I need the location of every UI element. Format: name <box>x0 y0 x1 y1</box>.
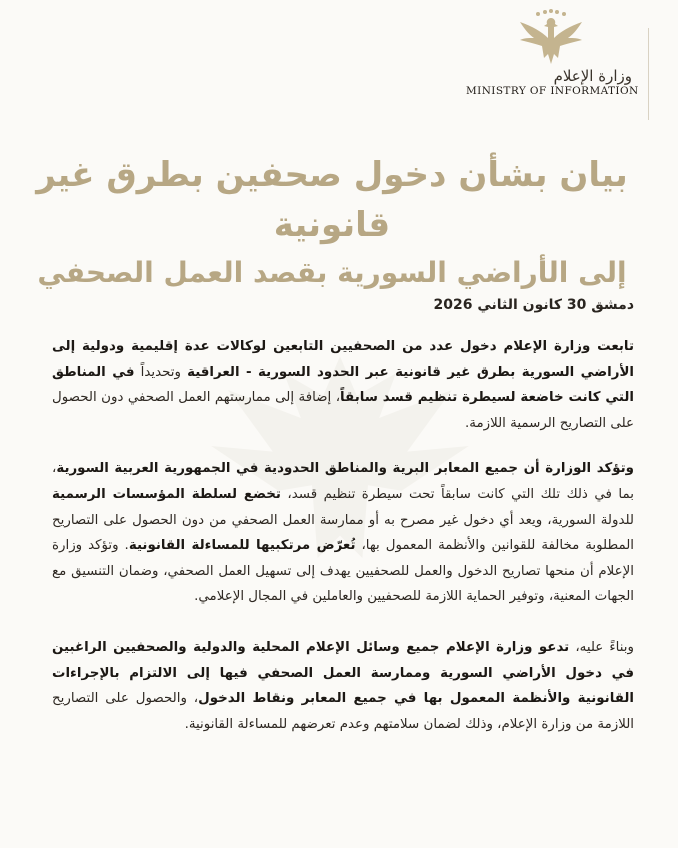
paragraph-1 <box>52 334 634 436</box>
paragraph-2 <box>52 456 634 610</box>
p1-bold-1: تابعت وزارة الإعلام دخول عدد من الصحفيين التابعين لوكالات عدة إقليمية ودولية إلى الأراضي السورية بطرق غير قانونية عبر الحدود السورية - العراقية <box>52 339 635 380</box>
p2-bold-1: وتؤكد الوزارة أن جميع المعابر البرية والمناطق الحدودية في الجمهورية العربية السورية <box>56 461 634 477</box>
p3-bold-1: تدعو وزارة الإعلام جميع وسائل الإعلام المحلية والدولية والصحفيين الراغبين في دخول الأراضي السورية وممارسة العمل الصحفي فيها إلى الالتزام بالإجراءات القانونية والأنظمة المعمول بها في جميع المعابر ونقاط الدخول <box>52 639 634 707</box>
logo-arabic-name: وزارة الإعلام <box>553 67 632 85</box>
paragraph-3 <box>52 635 634 737</box>
p2-text-2: للدولة السورية، ويعد أي دخول غير مصرح به أو ممارسة العمل الصحفي من دون الحصول على التصاريح المطلوبة مخالفة للقوانين والأنظمة المعمول بها، <box>52 512 635 554</box>
p1-bold-2: في المناطق التي كانت خاضعة لسيطرة تنظيم قسد سابقاً <box>52 364 634 406</box>
title-line-2: إلى الأراضي السورية بقصد العمل الصحفي <box>37 256 627 289</box>
title-line-1: بيان بشأن دخول صحفين بطرق غير قانونية <box>36 155 628 245</box>
logo-english-name: MINISTRY OF INFORMATION <box>466 85 639 97</box>
p3-text-1: وبناءً عليه، <box>569 639 634 655</box>
p3-text-2: ، والحصول على التصاريح اللازمة من وزارة الإعلام، وذلك لضمان سلامتهم وعدم تعرضهم للمساءلة القانونية. <box>52 691 634 732</box>
p2-bold-2: تخضع لسلطة المؤسسات الرسمية <box>52 486 281 502</box>
statement-title <box>30 150 634 296</box>
p2-text-1: ، بما في ذلك تلك التي كانت سابقاً تحت سيطرة تنظيم قسد، <box>52 461 634 502</box>
p2-text-3: . وتؤكد وزارة الإعلام أن منحها تصاريح الدخول والعمل للصحفيين يهدف إلى تسهيل العمل الصحفي، وضمان التنسيق مع الجهات المعنية، وتوفير الحماية اللازمة للصحفيين والعاملين في المجال الإعلامي. <box>52 538 634 605</box>
eagle-emblem-icon <box>516 8 586 66</box>
statement-date: دمشق 30 كانون الثاني 2026 <box>433 297 634 313</box>
p1-text-2: ، إضافة إلى ممارستهم العمل الصحفي دون الحصول على التصاريح الرسمية اللازمة. <box>52 390 634 431</box>
p1-text-1: وتحديداً <box>134 364 188 380</box>
p2-bold-3: تُعرّض مرتكبيها للمساءلة القانونية <box>128 538 356 554</box>
header-divider <box>648 28 649 120</box>
ministry-logo <box>466 8 639 97</box>
statement-body <box>52 334 634 757</box>
